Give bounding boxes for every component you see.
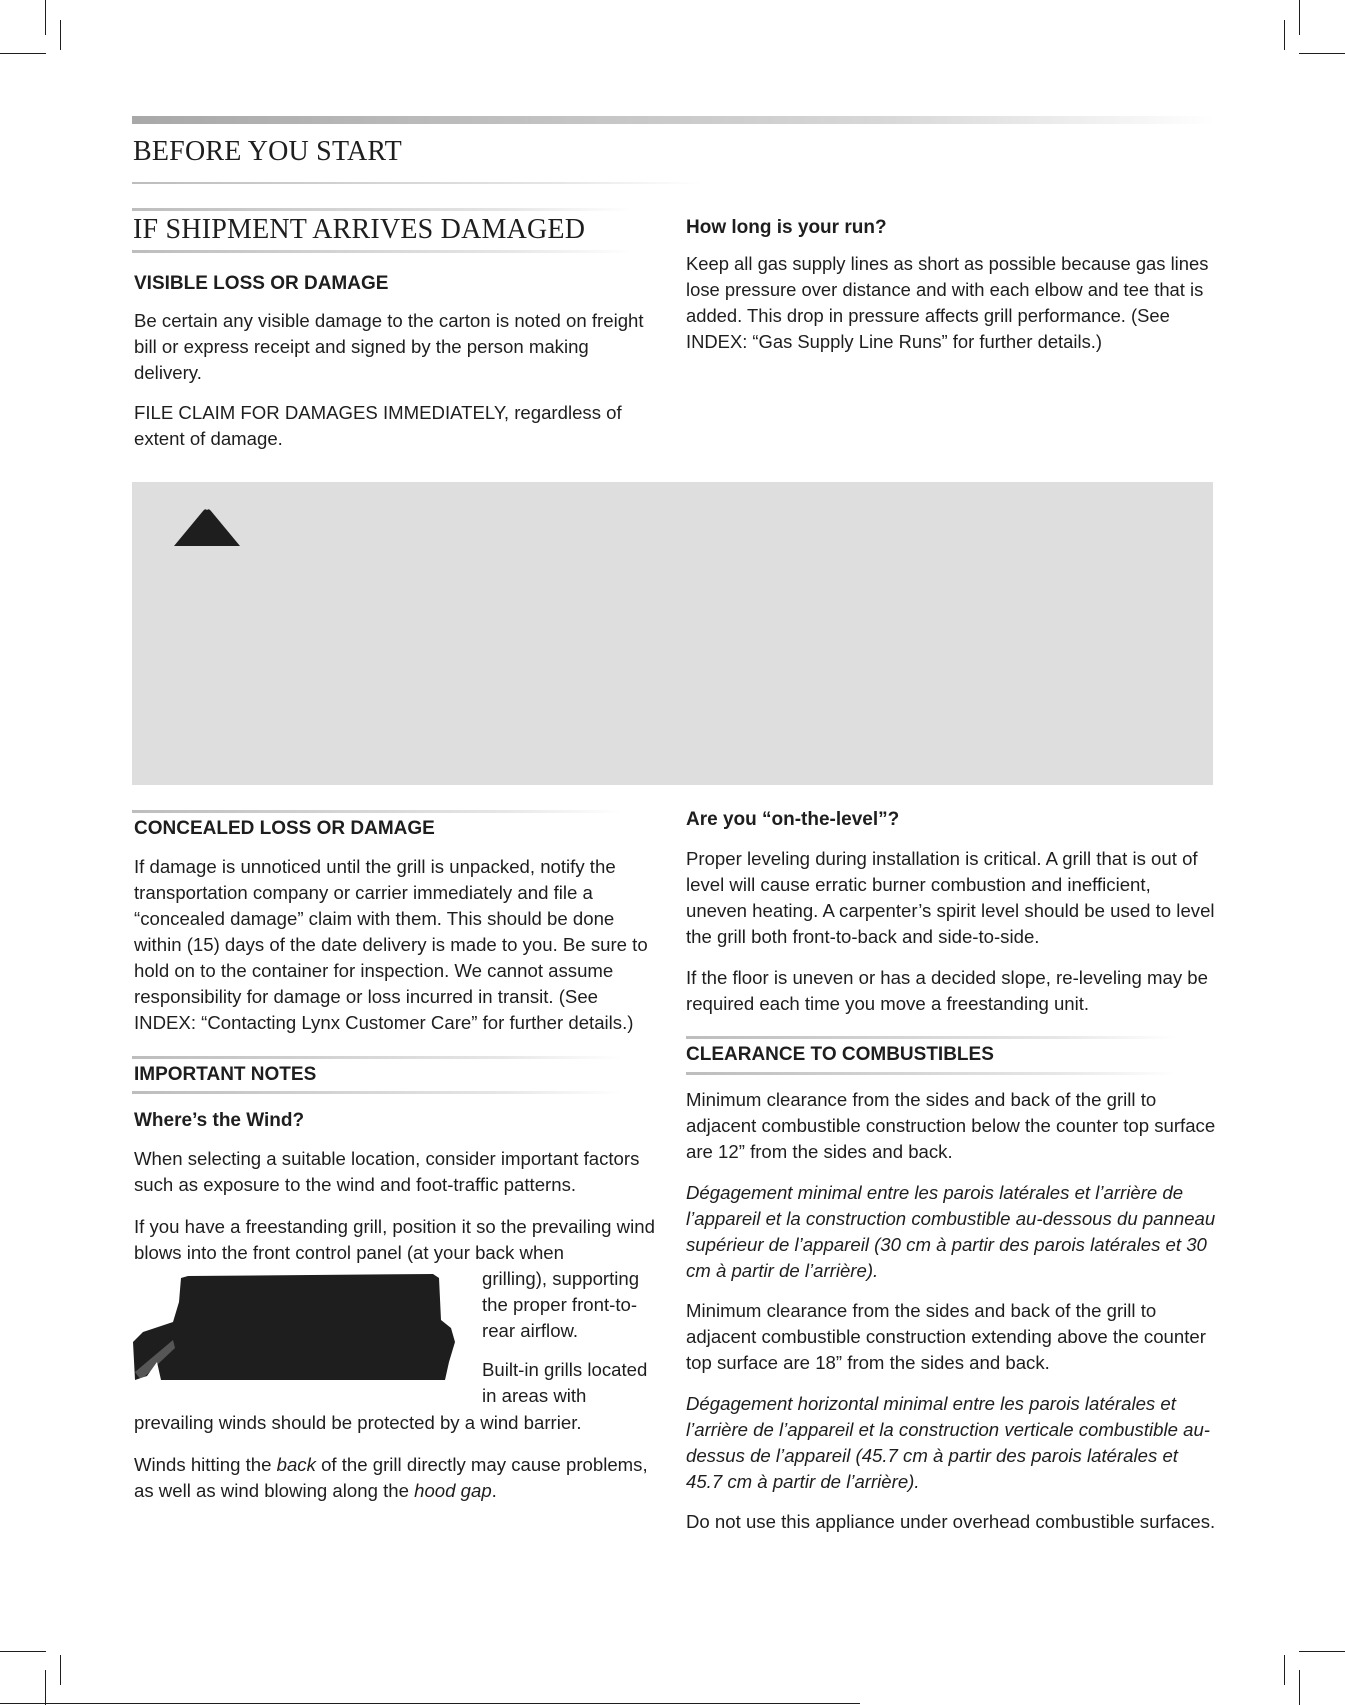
crop-mark [1284, 20, 1285, 50]
crop-mark [45, 0, 46, 35]
divider [132, 1056, 622, 1059]
wind-text-3: prevailing winds should be protected by a wind barrier. [134, 1412, 582, 1433]
wind-heading: Where’s the Wind? [134, 1110, 305, 1131]
warning-triangle-icon [172, 508, 242, 548]
level-text-1: Proper leveling during installation is critical. A grill that is out of level will cause erratic burner combustion and inefficient, uneven heating. A carpenter’s spirit level should be used to level the grill both front-to-back and side-to-side. [686, 848, 1215, 947]
run-text: Keep all gas supply lines as short as possible because gas lines lose pressure over distance and with each elbow and tee that is added. This drop in pressure affects grill performance. (See INDEX: “Gas Supply Line Runs” for further details.) [686, 253, 1209, 352]
wind-text-4-back: back [276, 1454, 316, 1475]
divider [132, 250, 632, 253]
crop-mark [60, 1655, 61, 1685]
clearance-text-2: Minimum clearance from the sides and back of the grill to adjacent combustible construction extending above the counter top surface are 18” from the sides and back. [686, 1300, 1206, 1373]
header-bar [132, 116, 1217, 124]
file-claim-text: FILE CLAIM FOR DAMAGES IMMEDIATELY, regardless of extent of damage. [134, 402, 622, 449]
crop-mark [0, 53, 46, 54]
wind-text-4-a: Winds hitting the [134, 1454, 277, 1475]
clearance-text-3: Do not use this appliance under overhead combustible surfaces. [686, 1511, 1216, 1532]
wind-text-2: If you have a freestanding grill, position it so the prevailing wind blows into the front control panel (at your back when [134, 1216, 655, 1263]
divider [132, 810, 622, 813]
crop-mark [0, 1703, 860, 1704]
crop-mark [1299, 0, 1300, 35]
wind-text-4 [134, 1452, 664, 1504]
wind-text-2-wrap: grilling), supporting the proper front-to-rear airflow. [482, 1268, 640, 1341]
clearance-heading: CLEARANCE TO COMBUSTIBLES [686, 1044, 994, 1065]
level-text-2: If the floor is uneven or has a decided slope, re-leveling may be required each time you move a freestanding unit. [686, 967, 1208, 1014]
divider [132, 208, 632, 211]
crop-mark [1284, 1655, 1285, 1685]
concealed-damage-text: If damage is unnoticed until the grill is unpacked, notify the transportation company or carrier immediately and file a “concealed damage” claim with them. This should be done within (15) days of the date delivery is made to you. Be sure to hold on to the container for inspection. We cannot assume responsibility for damage or loss incurred in transit. (See INDEX: “Contacting Lynx Customer Care” for further details.) [134, 856, 648, 1033]
warning-panel [132, 482, 1213, 785]
crop-mark [0, 1651, 46, 1652]
crop-mark [45, 1670, 46, 1705]
run-heading: How long is your run? [686, 217, 887, 238]
important-notes-heading: IMPORTANT NOTES [134, 1064, 317, 1085]
clearance-text-1: Minimum clearance from the sides and back of the grill to adjacent combustible construction below the counter top surface are 12” from the sides and back. [686, 1089, 1216, 1162]
crop-mark [60, 20, 61, 50]
clearance-text-2-fr: Dégagement horizontal minimal entre les parois latérales et l’arrière de l’appareil et la construction verticale combustible au-dessus de l’appareil (45.7 cm à partir des parois latérales et 45.7 cm à partir de l’arrière). [686, 1393, 1210, 1492]
visible-damage-text: Be certain any visible damage to the carton is noted on freight bill or express receipt and signed by the person making delivery. [134, 310, 644, 383]
clearance-text-1-fr: Dégagement minimal entre les parois latérales et l’arrière de l’appareil et la construction combustible au-dessous du panneau supérieur de l’appareil (30 cm à partir des parois latérales et 30 cm à partir de l’arrière). [686, 1182, 1216, 1281]
divider [686, 1072, 1176, 1075]
divider [686, 1036, 1176, 1039]
page-title: BEFORE YOU START [133, 136, 402, 167]
crop-mark [1299, 1651, 1345, 1652]
wind-text-4-c: of the grill directly may cause problems, as well as wind blowing along the [134, 1454, 648, 1501]
crop-mark [1299, 53, 1345, 54]
concealed-damage-heading: CONCEALED LOSS OR DAMAGE [134, 818, 435, 839]
grill-silhouette-icon [133, 1272, 465, 1380]
divider [132, 1091, 622, 1094]
wind-text-3-wrap: Built-in grills located in areas with [482, 1359, 648, 1406]
crop-mark [1299, 1670, 1300, 1705]
wind-text-4-hood-gap: hood gap [414, 1480, 492, 1501]
wind-text-4-e: . [491, 1480, 497, 1501]
visible-damage-heading: VISIBLE LOSS OR DAMAGE [134, 273, 389, 294]
level-heading: Are you “on-the-level”? [686, 809, 900, 830]
wind-text-1: When selecting a suitable location, consider important factors such as exposure to the wind and foot-traffic patterns. [134, 1148, 640, 1195]
divider [132, 182, 702, 184]
section-title: IF SHIPMENT ARRIVES DAMAGED [133, 214, 586, 245]
